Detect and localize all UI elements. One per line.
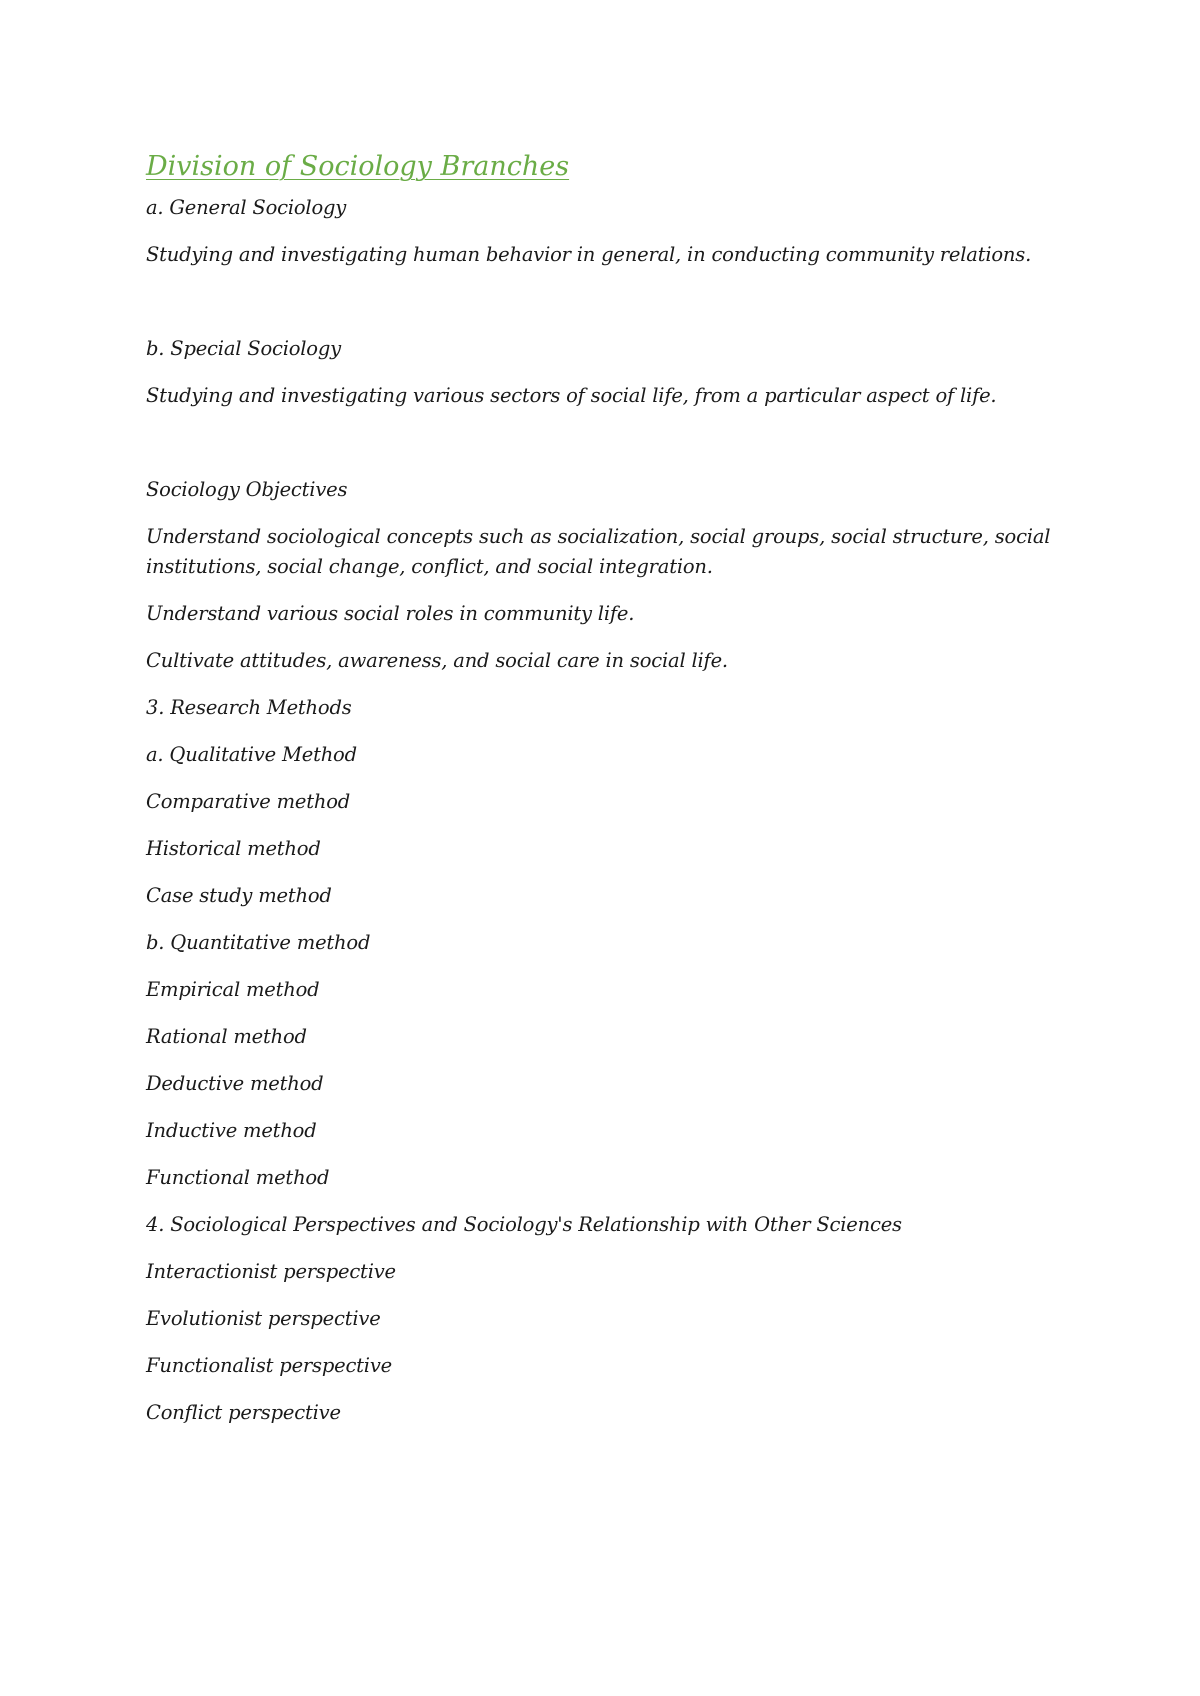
objective-item: Cultivate attitudes, awareness, and social care in social life.	[146, 649, 728, 672]
method-item: Rational method	[146, 1025, 307, 1048]
objective-item: Understand various social roles in community life.	[146, 602, 635, 625]
section-special-sociology-heading: b. Special Sociology	[146, 337, 341, 360]
perspective-item: Conflict perspective	[146, 1401, 341, 1424]
section-general-sociology-heading: a. General Sociology	[146, 196, 347, 219]
sociology-objectives-heading: Sociology Objectives	[146, 478, 348, 501]
method-item: Inductive method	[146, 1119, 317, 1142]
general-sociology-description: Studying and investigating human behavior in general, in conducting community relations.	[146, 243, 1032, 266]
perspective-item: Evolutionist perspective	[146, 1307, 381, 1330]
document-body	[146, 145, 1076, 1445]
objective-item: Understand sociological concepts such as socialization, social groups, social structure, social institutions, social change, conflict, and social integration.	[146, 525, 1051, 578]
quantitative-method-heading: b. Quantitative method	[146, 931, 371, 954]
method-item: Case study method	[146, 884, 332, 907]
method-item: Deductive method	[146, 1072, 324, 1095]
perspective-item: Interactionist perspective	[146, 1260, 396, 1283]
method-item: Functional method	[146, 1166, 330, 1189]
perspectives-heading: 4. Sociological Perspectives and Sociology's Relationship with Other Sciences	[146, 1213, 902, 1236]
qualitative-method-heading: a. Qualitative Method	[146, 743, 357, 766]
method-item: Empirical method	[146, 978, 320, 1001]
perspective-item: Functionalist perspective	[146, 1354, 393, 1377]
research-methods-heading: 3. Research Methods	[146, 696, 352, 719]
document-title: Division of Sociology Branches	[146, 151, 570, 182]
method-item: Comparative method	[146, 790, 351, 813]
special-sociology-description: Studying and investigating various sectors of social life, from a particular aspect of life.	[146, 384, 997, 407]
method-item: Historical method	[146, 837, 321, 860]
